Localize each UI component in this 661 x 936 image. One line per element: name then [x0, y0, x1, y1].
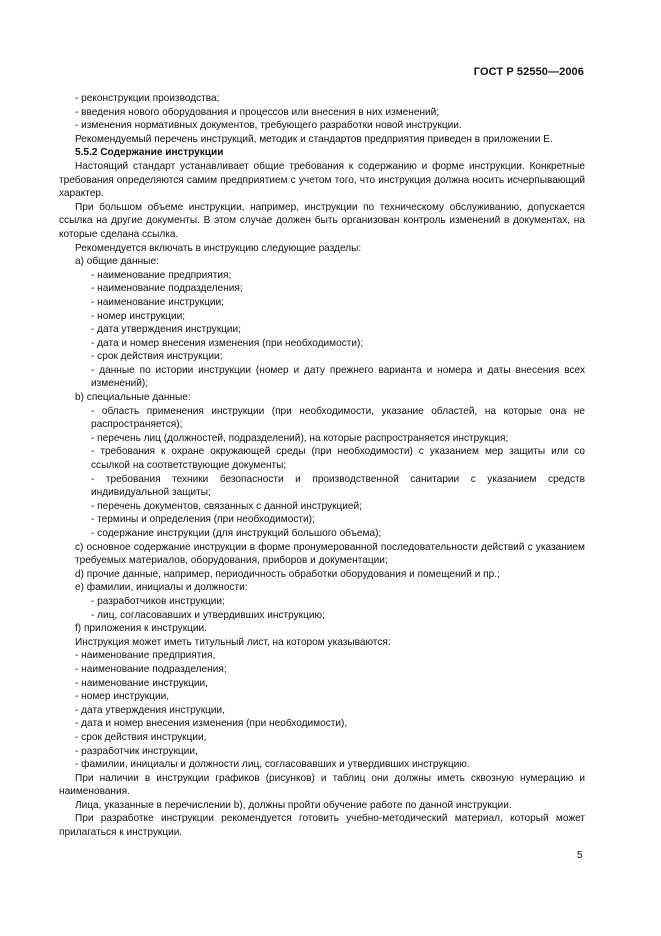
paragraph: - реконструкции производства; [75, 93, 220, 104]
paragraph: При разработке инструкции рекомендуется готовить учебно-методический материал, который может прилагаться к инструкции. [59, 813, 585, 839]
paragraph: - наименование подразделения; [91, 283, 243, 295]
paragraph: - требования техники безопасности и производственной санитарии с указанием средств индивидуальной защиты; [91, 473, 585, 499]
paragraph: b) специальные данные: [75, 392, 191, 404]
document-header: ГОСТ Р 52550—2006 [473, 66, 584, 78]
paragraph: - требования к охране окружающей среды (при необходимости) с указанием мер защиты или со ссылкой на соответствующие документы; [91, 446, 585, 472]
paragraph: Лица, указанные в перечислении b), должны пройти обучение работе по данной инструкции. [75, 799, 512, 811]
paragraph: - содержание инструкции (для инструкций большого объема); [91, 528, 382, 539]
paragraph: - наименование предприятия; [91, 269, 232, 281]
paragraph: - термины и определения (при необходимости); [91, 514, 315, 526]
paragraph: - срок действия инструкции, [75, 731, 207, 743]
paragraph: При большом объеме инструкции, например, инструкции по техническому обслуживанию, допускается ссылка на другие документы. В этом случае должен быть организован контроль изменений в документах, на которые сделана ссылка. [59, 201, 585, 240]
paragraph: - наименование подразделения; [75, 663, 227, 675]
paragraph: - данные по истории инструкции (номер и дату прежнего варианта и номера и даты внесения всех изменений); [91, 364, 585, 390]
document-body [59, 92, 585, 840]
paragraph: f) приложения к инструкции. [75, 623, 207, 635]
paragraph: Рекомендуется включать в инструкцию следующие разделы: [75, 242, 362, 254]
paragraph: - разработчиков инструкции; [91, 595, 225, 607]
paragraph: а) общие данные: [75, 256, 159, 268]
paragraph: - номер инструкции; [91, 310, 186, 322]
paragraph: Рекомендуемый перечень инструкций, методик и стандартов предприятия приведен в приложении Е. [75, 133, 553, 145]
paragraph: - наименование инструкции; [91, 296, 224, 308]
paragraph: - дата утверждения инструкции; [91, 324, 241, 336]
paragraph: - срок действия инструкции; [91, 351, 223, 363]
paragraph: - разработчик инструкции, [75, 745, 198, 757]
paragraph: - дата и номер внесения изменения (при необходимости); [91, 337, 364, 349]
paragraph: - дата и номер внесения изменения (при необходимости), [75, 718, 348, 730]
paragraph: - введения нового оборудования и процессов или внесения в них изменений; [75, 106, 440, 118]
paragraph: - область применения инструкции (при необходимости, указание областей, на которые она не распространяется); [91, 405, 585, 431]
paragraph: с) основное содержание инструкции в форме пронумерованной последовательности действий с указанием требуемых материалов, оборудования, приборов и документации; [75, 541, 585, 567]
paragraph: - изменения нормативных документов, требующего разработки новой инструкции. [75, 120, 462, 132]
paragraph: - перечень лиц (должностей, подразделений), на которые распространяется инструкция; [91, 432, 509, 444]
paragraph: е) фамилии, инициалы и должности: [75, 582, 248, 594]
paragraph: - перечень документов, связанных с данной инструкцией; [91, 500, 362, 512]
paragraph: - номер инструкции, [75, 691, 170, 703]
paragraph: - дата утверждения инструкции, [75, 704, 225, 716]
page-number: 5 [577, 850, 583, 861]
paragraph: - наименование предприятия, [75, 650, 216, 662]
paragraph: При наличии в инструкции графиков (рисунков) и таблиц они должны иметь сквозную нумерацию и наименования. [59, 772, 585, 798]
paragraph: d) прочие данные, например, периодичность обработки оборудования и помещений и пр.; [75, 568, 500, 580]
paragraph: - наименование инструкции, [75, 677, 208, 689]
section-heading: 5.5.2 Содержание инструкции [75, 147, 224, 159]
paragraph: - лиц, согласовавших и утвердивших инструкцию; [91, 609, 325, 621]
paragraph: Инструкция может иметь титульный лист, на котором указываются: [75, 636, 391, 648]
paragraph: Настоящий стандарт устанавливает общие требования к содержанию и форме инструкции. Конкретные требования определяются самим предприятием с учетом того, что инструкция должна носить исчерпывающий характер. [59, 160, 585, 200]
paragraph: - фамилии, инициалы и должности лиц, согласовавших и утвердивших инструкцию. [75, 759, 470, 771]
